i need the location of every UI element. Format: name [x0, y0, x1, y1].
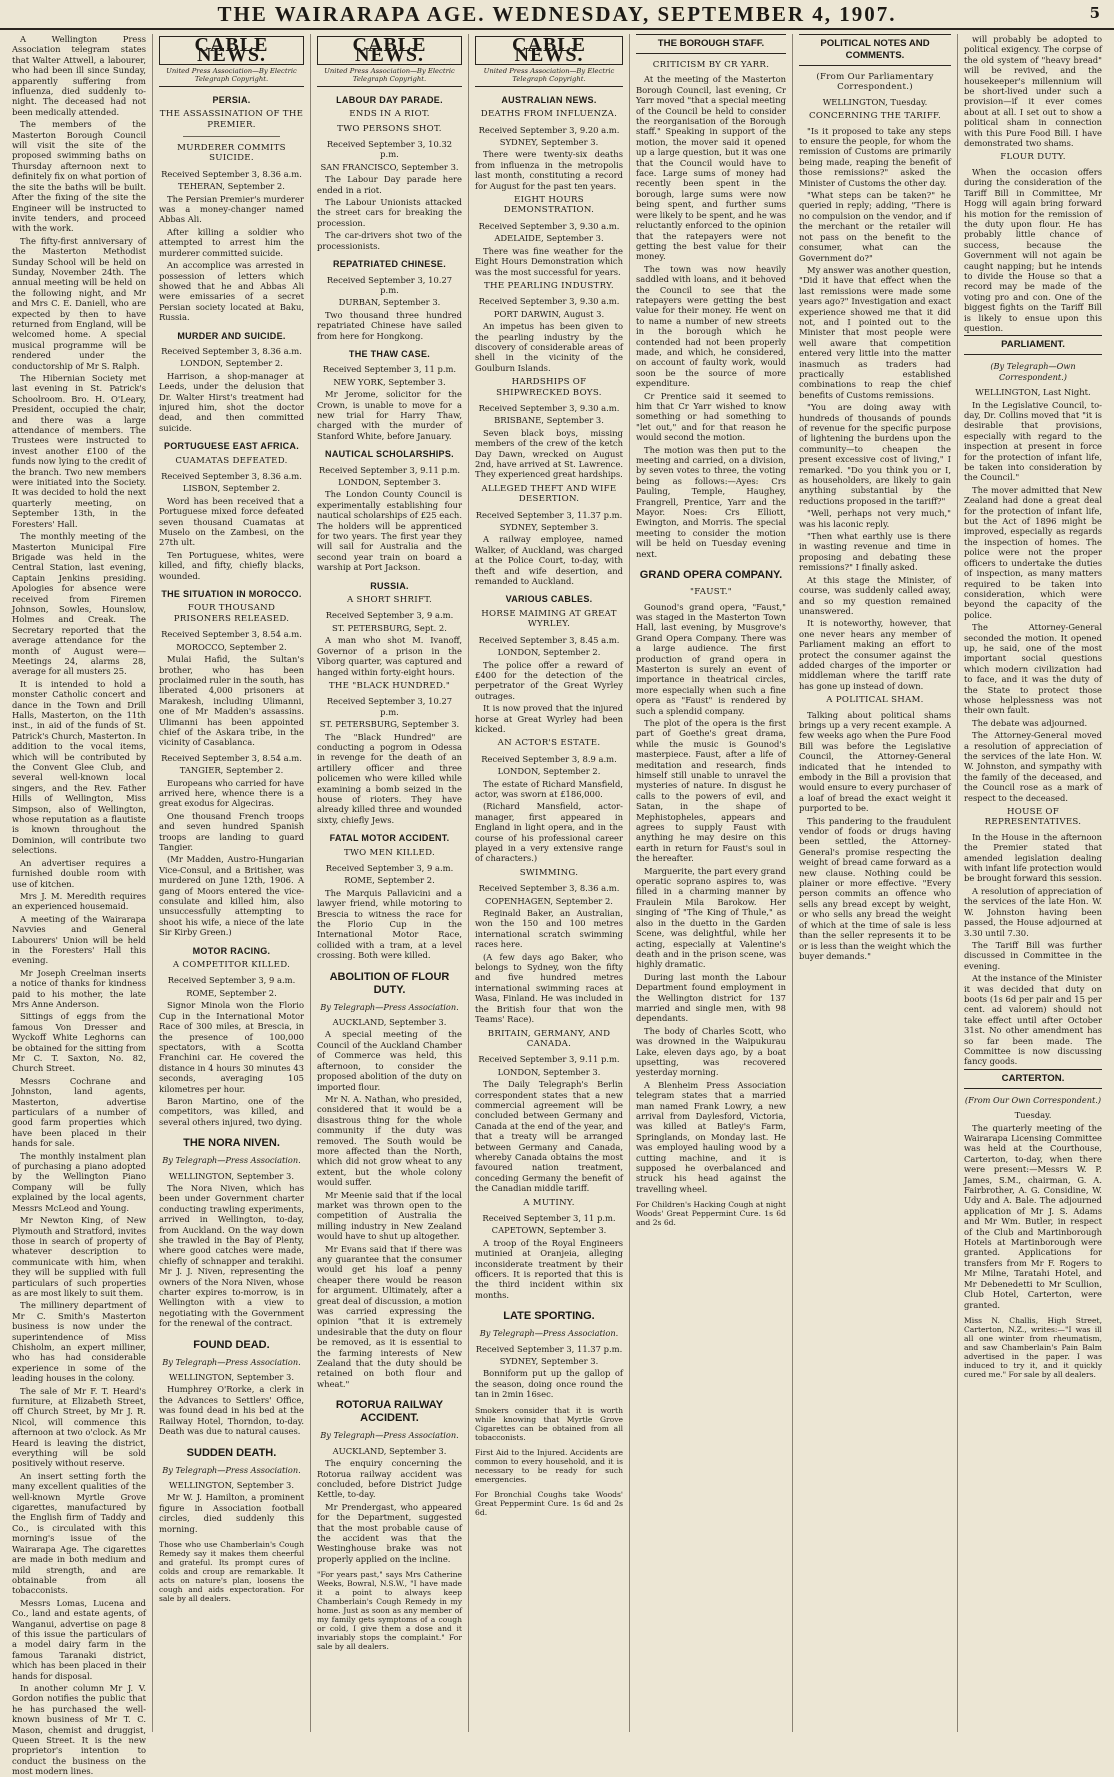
article-para: During last month the Labour Department found employment in the Wellington district for 137 married and single men, with 98 dependants.: [636, 971, 786, 1024]
local-para: It is intended to hold a monster Catholic concert and dance in the Town and Drill Halls, Masterton, on the 11th inst., in aid of the funds of St. Patrick's Church, Masterton. In addition to the vocal items, which will be contributed by the Convent Glee Club, and several well-known local singers, and the Rev. Father Hills of Wellington, Miss Simpson, also of Wellington, whose reputation as a flautiste is known throughout the Dominion, will contribute two selections.: [12, 678, 146, 856]
masthead-title: THE WAIRARAPA AGE. WEDNESDAY, SEPTEMBER 4, 1907.: [217, 1, 897, 26]
received-line: Received September 3, 11 p.m.: [322, 364, 457, 375]
article-para: The Daily Telegraph's Berlin correspondent states that a new commercial agreement will be concluded between Germany and Canada at the end of the year, and that a treaty will be arranged between Germany and Canada, whereby Canada obtains the most favoured nation treatment, conceding Germany the benefit of the Canadian middle tariff.: [475, 1079, 623, 1194]
article-para: A railway employee, named Walker, of Auckland, was charged at the Police Court, to-day, with theft and wife desertion, and remanded to Auckland.: [475, 534, 623, 587]
sub-heading: "FAUST.": [689, 587, 733, 598]
received-line: Received September 3, 9 a.m.: [325, 863, 454, 873]
article-para: Mulai Hafid, the Sultan's brother, who has been proclaimed ruler in the south, has liberated 4,000 prisoners at Marakesh, including Ulimanni, one of Mr Madden's assassins. Ulimanni has been appointed chief of the Askara tribe, in the vicinity of Casablanca.: [159, 654, 304, 748]
local-para: Messrs Lomas, Lucena and Co., land and estate agents, of Wanganui, advertise on page 8 of this issue the particulars of a model dairy farm in the famous Taranaki district, which has been placed in their hands for disposal.: [12, 1597, 146, 1681]
dateline: SYDNEY, September 3.: [499, 137, 599, 148]
article-para: An impetus has been given to the pearling industry by the discovery of considerable areas of shell in the vicinity of the Goulburn Islands.: [475, 321, 623, 373]
received-line: Received September 3, 10.32 p.m.: [326, 139, 453, 160]
article-para: Cr Prentice said it seemed to him that Cr Yarr wished to know something or had something to "let out," and for that reason he would second the motion.: [636, 390, 786, 443]
received-line: Received September 3, 9.30 a.m.: [478, 402, 620, 413]
received-line: Received September 3, 9.30 a.m.: [478, 220, 620, 231]
sub-heading: DEATHS FROM INFLUENZA.: [480, 109, 618, 120]
dateline: LONDON, September 2.: [497, 766, 601, 777]
section-heading: PARLIAMENT.: [964, 335, 1102, 355]
dateline: ST. PETERSBURG, Sept. 2.: [332, 622, 447, 633]
article-para: A troop of the Royal Engineers mutinied at Oranjeia, alleging inconsiderate treatment by their officers. It is reported that this is the third incident within six months.: [475, 1237, 623, 1300]
article-para: The plot of the opera is the first part of Goethe's great drama, while the music is Gounod's masterpiece. Faust, after a life of meditation and research, finds himself still unable to unravel the mysteries of nature. In disgust he calls to the powers of evil, and Satan, in the shape of Mephistopheles, appears and agrees to supply Faust with anything he may desire on this earth in return for Faust's soul in the hereafter.: [636, 717, 786, 864]
divider: [183, 136, 280, 137]
received-line: Received September 3, 9.11 p.m.: [318, 464, 461, 475]
sub-heading: ENDS IN A RIOT.: [349, 109, 430, 120]
dateline: AUCKLAND, September 3.: [332, 1017, 447, 1028]
sub-heading: FOUR THOUSAND PRISONERS RELEASED.: [173, 603, 290, 624]
dateline: LONDON, September 2.: [180, 358, 283, 369]
article-para: Ten Portuguese, whites, were killed, and fifty, chiefly blacks, wounded.: [159, 549, 304, 581]
sub-heading: A COMPETITOR KILLED.: [172, 960, 291, 971]
local-para: The fifty-first anniversary of the Masterton Methodist Sunday School will be held on Sunday, November 24th. The annual meeting will be held on the following night, and Mr and Mrs C. E. Daniell, who are expected by then to have returned from England, will be welcomed home. A special musical programme will be rendered under the conductorship of Mr S. Ralph.: [12, 235, 146, 371]
dateline: ST. PETERSBURG, September 3.: [319, 719, 460, 730]
advertisement: Miss N. Challis, High Street, Carterton, N.Z., writes:—"I was ill all one winter from rheumatism, and saw Chamberlain's Pain Balm advertised in the paper. I was induced to try it, and it quickly cured me." For sale by all dealers.: [964, 1315, 1102, 1379]
received-line: Received September 3, 8.36 a.m.: [161, 471, 302, 481]
article-para: "You are doing away with hundreds of thousands of pounds of revenue for the specific purpose of lightening the burdens upon the community—to cheapen the present excessive cost of living," I remarked. "Do you think you or I, as householders, are likely to gain anything substantial by the reductions proposed in the tariff?": [799, 402, 951, 506]
article-para: The Persian Premier's murderer was a money-changer named Abbas Ali.: [159, 193, 304, 225]
article-para: Two thousand three hundred repatriated Chinese have sailed from here for Hongkong.: [317, 309, 462, 341]
advertisement: For Children's Hacking Cough at night Woods' Great Peppermint Cure. 1s 6d and 2s 6d.: [636, 1200, 786, 1228]
sub-heading: AN ACTOR'S ESTATE.: [497, 738, 601, 749]
dateline: LONDON, September 2.: [497, 647, 601, 658]
byline: By Telegraph—Press Association.: [162, 1356, 301, 1367]
article-para: (Richard Mansfield, actor-manager, first appeared in England in light opera, and in the course of his professional career played in a very extensive range of characters.): [475, 801, 623, 864]
received-line: Received September 3, 11.37 p.m.: [475, 1343, 623, 1354]
byline: (By Telegraph—Own Correspondent.): [990, 361, 1076, 382]
sub-heading: TWO PERSONS SHOT.: [337, 123, 442, 134]
article-para: The London County Council is experimentally establishing four nautical scholarships of £25 each. The holders will be apprenticed for two years. The first year they will sail for Australia and the second year train on board a warship at Port Jackson.: [317, 489, 462, 573]
section-heading: FOUND DEAD.: [193, 1338, 270, 1351]
article-para: Humphrey O'Rorke, a clerk in the Advances to Settlers' Office, was found dead in his bed at the Railway Hotel, Thorndon, to-day. Death was due to natural causes.: [159, 1384, 304, 1437]
article-para: "What steps can be taken?" he queried in reply; adding, "There is no compulsion on the vendor, and if the merchant or the retailer will not pass on the benefit to the consumer, what can the Government do?": [799, 190, 951, 263]
local-para: The members of the Masterton Borough Council will visit the site of the proposed swimming baths on Thursday afternoon next to definitely fix on what portion of the site the baths will be built. After the fixing of the site the Engineer will be instructed to invite tenders, and proceed with the work.: [12, 119, 146, 234]
section-heading: THE NORA NIVEN.: [183, 1137, 280, 1150]
advertisement: Smokers consider that it is worth while knowing that Myrtle Grove Cigarettes can be obtained from all tobacconists.: [475, 1405, 623, 1442]
received-line: Received September 3, 11.37 p.m.: [475, 509, 623, 520]
article-para: One thousand French troops and seven hundred Spanish troops are landing to guard Tangier.: [159, 810, 304, 852]
dateline: WELLINGTON, September 3.: [168, 1170, 295, 1181]
section-heading: THE BOROUGH STAFF.: [636, 34, 786, 54]
article-para: (A few days ago Baker, who belongs to Sydney, won the fifty and five hundred metres international swimming races at Wasa, Finland. He was included in the British four that won the Teams' Race).: [475, 951, 623, 1025]
dateline: LONDON, September 3.: [497, 1066, 601, 1077]
section-heading: NAUTICAL SCHOLARSHIPS.: [325, 449, 454, 460]
local-para: The Hibernian Society met last evening in St. Patrick's Schoolroom. Bro. H. O'Leary, President, occupied the chair, and there was a large attendance of members. The Trustees were instructed to invest another £100 of the funds now lying to the credit of the branch. Two new members were initiated into the Society. It was decided to hold the next quarterly meeting, on September 13th, in the Foresters' Hall.: [12, 373, 146, 529]
article-para: A special meeting of the Council of the Auckland Chamber of Commerce was held, this afternoon, to consider the proposed abolition of the duty on imported flour.: [317, 1029, 462, 1092]
local-para: Sittings of eggs from the famous Von Dresser and Wyckoff White Leghorns can be obtained for the sitting from Mr C. T. Saxton, No. 82, Church Street.: [12, 1011, 146, 1074]
article-para: It is noteworthy, however, that one never hears any member of Parliament making an effort to protect the consumer against the added charges of the importer or middleman where the tariff rate has gone up instead of down.: [799, 618, 951, 691]
local-para: The sale of Mr F. T. Heard's furniture, at Elizabeth Street, off Church Street, by Mr J. R. Nicol, will commence this afternoon at two o'clock. As Mr Heard is leaving the district, everything will be sold positively without reserve.: [12, 1385, 146, 1469]
sub-heading: HARDSHIPS OF SHIPWRECKED BOYS.: [496, 377, 602, 398]
dateline: TEHERAN, September 2.: [178, 181, 285, 192]
local-para: A meeting of the Wairarapa Navvies and General Labourers' Union will be held in the Foresters' Hall this evening.: [12, 913, 146, 966]
section-heading: SUDDEN DEATH.: [186, 1446, 277, 1459]
dateline: AUCKLAND, September 3.: [332, 1445, 447, 1456]
article-para: The Labour Unionists attacked the street cars for breaking the procession.: [317, 197, 462, 228]
dateline: WELLINGTON, September 3.: [168, 1479, 295, 1490]
received-line: Received September 3, 11 p.m.: [482, 1213, 616, 1223]
columns: [6, 34, 1108, 1777]
article-para: There was fine weather for the Eight Hours Demonstration which was the most successful for years.: [475, 245, 623, 277]
article-para: Mr Jerome, solicitor for the Crown, is unable to move for a new trial for Harry Thaw, charged with the murder of Stanford White, before January.: [317, 389, 462, 441]
article-para: Harrison, a shop-manager at Leeds, under the delusion that Dr. Walter Hirst's treatment had injured him, shot the doctor dead, and then committed suicide.: [159, 370, 304, 433]
received-line: Received September 3, 10.27 p.m.: [326, 274, 453, 295]
received-line: Received September 3, 9.11 p.m.: [478, 1054, 620, 1065]
sub-heading: (From Our Parliamentary Correspondent.): [816, 72, 934, 93]
byline: By Telegraph—Press Association.: [479, 1328, 619, 1339]
article-para: The police offer a reward of £400 for the detection of the perpetrator of the Great Wyrley outrages.: [475, 659, 623, 701]
received-line: Received September 3, 9 a.m.: [325, 610, 454, 621]
section-heading: ROTORUA RAILWAY ACCIDENT.: [335, 1399, 444, 1425]
sub-heading: HORSE MAIMING AT GREAT WYRLEY.: [481, 608, 617, 630]
article-para: Mr Prendergast, who appeared for the Department, suggested that the most probable cause of the accident was that the Westinghouse brake was not properly applied on the incline.: [317, 1501, 462, 1564]
local-para: An insert setting forth the many excellent qualities of the well-known Myrtle Grove cigarettes, manufactured by the English firm of Taddy and Co., is circulated with this morning's issue of the Wairarapa Age. The cigarettes are made in both medium and mild strength, and are obtainable from all tobacconists.: [12, 1470, 146, 1596]
article-para: "Well, perhaps not very much," was his laconic reply.: [799, 508, 951, 529]
advertisement: "For years past," says Mrs Catherine Weeks, Bowral, N.S.W., "I have made it a point to always keep Chamberlain's Cough Remedy in my home. Just as soon as any member of my family gets symptoms of a cough or cold, I give them a dose and it invariably stops the complaint." For sale by all dealers.: [317, 1570, 462, 1652]
dateline: ROME, September 2.: [186, 987, 277, 998]
article-para: Reginald Baker, an Australian, won the 150 and 100 metres international scratch swimming races here.: [475, 908, 623, 950]
article-para: The enquiry concerning the Rotorua railway accident was concluded, before District Judge Kettle, to-day.: [317, 1458, 462, 1500]
sub-heading: MURDERER COMMITS SUICIDE.: [177, 143, 286, 164]
section-heading: GRAND OPERA COMPANY.: [639, 569, 783, 582]
received-line: Received September 3, 9.30 a.m.: [478, 296, 620, 307]
article-para: The Attorney-General seconded the motion. It opened up, he said, one of the most important social questions which modern civilization had to face, and it was the duty of the State to protect those whose helplessness was not their own fault.: [964, 622, 1102, 716]
section-heading: THE SITUATION IN MOROCCO.: [161, 589, 302, 600]
dateline: DURBAN, September 3.: [338, 297, 441, 308]
article-para: When the occasion offers during the consideration of the Tariff Bill in Committee, Mr Hogg will again bring forward his motion for the remission of the duty upon flour. He has probably little chance of success, because the Government will not again be caught napping; but he intends to divide the House so that a record may be made of the voting pro and con. One of the biggest fights on the Tariff Bill is likely to ensue upon this question.: [964, 166, 1102, 333]
local-para: The monthly meeting of the Masterton Municipal Fire Brigade was held in the Central Station, last evening, Captain Jenkins presiding. Apologies for absence were received from Firemen Johnson, Sowles, Hounslow, Holmes and Creak. The Secretary reported that the average attendance for the month of August were—Meetings 24, alarms 28, average for all musters 25.: [12, 531, 146, 677]
section-heading: VARIOUS CABLES.: [505, 594, 593, 605]
article-para: The body of Charles Scott, who was drowned in the Waipukurau Lake, eleven days ago, by a boat upsetting, was recovered yesterday morning.: [636, 1025, 786, 1078]
article-para: It is now proved that the injured horse at Great Wyrley had been kicked.: [475, 703, 623, 734]
article-para: A resolution of appreciation of the services of the late Hon. W. W. Johnston having been passed, the House adjourned at 3.30 until 7.30.: [964, 885, 1102, 938]
section-heading: AUSTRALIAN NEWS.: [501, 94, 597, 105]
column-borough-staff: [630, 34, 793, 1732]
cable-news-heading: CABLE NEWS.: [159, 36, 304, 65]
article-para: The town was now heavily saddled with loans, and it behoved the Council to see that the ratepayers were getting the best value for their money. He went on to name a number of new streets in the borough which he contended had not been properly made, and which, he considered, on account of faulty work, would soon be the source of more expenditure.: [636, 263, 786, 389]
received-line: Received September 3, 8.9 a.m.: [481, 753, 617, 764]
dateline: COPENHAGEN, September 2.: [485, 895, 613, 906]
section-heading: PORTUGUESE EAST AFRICA.: [163, 441, 300, 452]
section-heading: REPATRIATED CHINESE.: [332, 259, 446, 270]
received-line: Received September 3, 10.27 p.m.: [326, 696, 453, 717]
sub-heading: SWIMMING.: [519, 867, 579, 878]
sub-heading: A SHORT SHRIFT.: [346, 595, 433, 606]
byline: (From Our Own Correspondent.): [964, 1094, 1102, 1105]
article-para: Mr Meenie said that if the local market was thrown open to the competition of Australia the milling industry in New Zealand would have to shut up altogether.: [317, 1189, 462, 1242]
section-heading: FATAL MOTOR ACCIDENT.: [329, 833, 450, 844]
article-para: Word has been received that a Portuguese mixed force defeated seven thousand Cuamatas at Muselo on the Zambesi, on the 27th ult.: [159, 495, 304, 548]
section-heading: MURDER AND SUICIDE.: [177, 330, 286, 341]
received-line: Received September 3, 8.36 a.m.: [161, 168, 302, 179]
dateline: MOROCCO, September 2.: [176, 641, 287, 652]
cable-news-heading: CABLE NEWS.: [475, 36, 623, 65]
article-para: will probably be adopted to political exigency. The corpse of the old system of "heavy bread" will be revived, and the housekeeper's millennium will be short-lived under such a provision—if it ever comes about at all. I set out to show a political sham in connection with this Pure Food Bill. I have demonstrated two shams.: [964, 34, 1102, 149]
received-line: Received September 3, 9.20 a.m.: [478, 124, 620, 135]
sub-heading: FLOUR DUTY.: [1000, 152, 1066, 163]
section-heading: RUSSIA.: [370, 580, 409, 591]
section-heading: CARTERTON.: [964, 1069, 1102, 1089]
local-para: In another column Mr J. V. Gordon notifies the public that he has purchased the well-known business of Mr T. C. Mason, chemist and druggist, Queen Street. It is the new proprietor's intention to conduct the business on the most modern lines.: [12, 1682, 146, 1777]
dateline: CAPETOWN, September 3.: [491, 1225, 607, 1236]
article-para: The Labour Day parade here ended in a riot.: [317, 174, 462, 195]
cable-news-heading: CABLE NEWS.: [317, 36, 462, 65]
sub-heading: BRITAIN, GERMANY, AND CANADA.: [487, 1028, 611, 1049]
article-para: "Is it proposed to take any steps to ensure the people, for whom the remission of Customs are primarily being made, reaping the benefit of those remissions?" asked the Minister of Customs the other day.: [799, 125, 951, 188]
sub-heading: EIGHT HOURS DEMONSTRATION.: [503, 195, 595, 216]
article-para: The Attorney-General moved a resolution of appreciation of the services of the late Hon. W. W. Johnston, and sympathy with the family of the deceased, and the Council rose as a mark of respect to the deceased.: [964, 730, 1102, 803]
received-line: Received September 3, 9 a.m.: [167, 975, 296, 986]
dateline: SYDNEY, September 3.: [499, 522, 599, 533]
local-para: An advertiser requires a furnished double room with use of kitchen.: [12, 857, 146, 889]
column-local-news: [6, 34, 153, 1777]
article-para: Bonniform put up the gallop of the season, doing once round the tan in 2min 16sec.: [475, 1368, 623, 1400]
dateline: SYDNEY, September 3.: [499, 1356, 599, 1367]
article-para: An accomplice was arrested in possession of letters which showed that he and Abbas Ali were emissaries of a secret Persian society located at Baku, Russia.: [159, 260, 304, 323]
received-line: Received September 3, 8.36 a.m.: [478, 883, 620, 894]
section-heading: ABOLITION OF FLOUR DUTY.: [329, 970, 450, 996]
article-para: The car-drivers shot two of the processionists.: [317, 230, 462, 251]
advertisement: Those who use Chamberlain's Cough Remedy say it makes them cheerful and grateful. Its prompt cures of colds and croup are remarkable. It acts on nature's plan, loosens the cough and aids expectoration. For sale by all dealers.: [159, 1539, 304, 1603]
advertisement: First Aid to the Injured. Accidents are common to every household, and it is necessary to be ready for such emergencies.: [475, 1447, 623, 1484]
article-para: The Marquis Pallavicini and a lawyer friend, while motoring to Brescia to witness the race for the Florio Cup in the International Motor Race, collided with a tram, at a level crossing. Both were killed.: [317, 887, 462, 961]
sub-heading: CRITICISM BY CR YARR.: [652, 60, 770, 70]
local-para: The millinery department of Mr C. Smith's Masterton business is now under the superintendence of Miss Chisholm, an expert milliner, who has had considerable experience in some of the leading houses in the colony.: [12, 1300, 146, 1384]
section-heading: PERSIA.: [212, 94, 251, 105]
article-para: The Tariff Bill was further discussed in Committee in the evening.: [964, 939, 1102, 971]
article-para: Mr W. J. Hamilton, a prominent figure in Association football circles, died suddenly this morning.: [159, 1492, 304, 1534]
sub-heading: THE PEARLING INDUSTRY.: [484, 280, 614, 291]
article-para: There were twenty-six deaths from influenza in the metropolis last month, constituting a record for August for the past ten years.: [475, 149, 623, 191]
dateline: TANGIER, September 2.: [179, 765, 284, 776]
column-cable-news-1: [153, 34, 311, 1732]
sub-heading: THE "BLACK HUNDRED.": [328, 680, 451, 691]
dateline: ROME, September 2.: [344, 875, 435, 886]
dateline: WELLINGTON, Last Night.: [975, 387, 1091, 398]
dateline: WELLINGTON, September 3.: [168, 1372, 295, 1383]
local-para: Mrs J. M. Meredith requires an experienced housemaid.: [12, 890, 146, 912]
dateline: BRISBANE, September 3.: [494, 415, 604, 426]
dateline: SAN FRANCISCO, September 3.: [320, 161, 459, 172]
dateline: ADELAIDE, September 3.: [494, 233, 604, 244]
article-para: At the meeting of the Masterton Borough Council, last evening, Cr Yarr moved "that a special meeting of the Council be held to consider the reorganisation of the Borough staff." Speaking in support of the motion, the mover said it opened up a large question, but it was one that the Council would have to face. Large sums of money had recently been spent in the borough, large sums were now being spent, and further sums were likely to be spent, and he was reluctantly enforced to the opinion that the ratepayers were not getting the best value for their money.: [636, 74, 786, 262]
article-para: Signor Minola won the Florio Cup in the International Motor Race of 300 miles, at Brescia, in the presence of 100,000 spectators, with a Scotta Franchini car. He covered the distance in 4 hours 30 minutes 43 seconds, averaging 105 kilometres per hour.: [159, 1000, 304, 1094]
local-para: The monthly instalment plan of purchasing a piano adopted by the Wellington Piano Company will be fully explained by the local agents, Messrs McLeod and Young.: [12, 1150, 146, 1213]
cable-news-subtitle: United Press Association—By Electric Telegraph Copyright.: [317, 67, 462, 87]
sub-heading: CONCERNING THE TARIFF.: [809, 111, 941, 122]
article-para: At this stage the Minister, of course, was suddenly called away, and so my question remained unanswered.: [799, 574, 951, 616]
received-line: Received September 3, 8.45 a.m.: [478, 634, 620, 645]
local-para: Mr Newton King, of New Plymouth and Stratford, invites those in search of property of whatever description to communicate with him, when they will be supplied with full particulars of such properties as are most likely to suit them.: [12, 1215, 146, 1298]
dateline: LONDON, September 3.: [338, 477, 441, 487]
article-para: After killing a soldier who attempted to arrest him the murderer committed suicide.: [159, 226, 304, 258]
received-line: Received September 3, 8.54 a.m.: [161, 629, 302, 640]
sub-heading: TWO MEN KILLED.: [344, 847, 435, 858]
cable-news-subtitle: United Press Association—By Electric Telegraph Copyright.: [475, 67, 623, 87]
column-political-notes: [793, 34, 958, 1732]
sub-heading: A POLITICAL SHAM.: [826, 695, 924, 706]
section-heading: LABOUR DAY PARADE.: [336, 94, 443, 105]
article-para: Baron Martino, one of the competitors, was killed, and several others injured, two dying.: [159, 1095, 304, 1127]
masthead: [0, 0, 1114, 30]
article-para: Marguerite, the part every grand operatic soprano aspires to, was filled in a charming manner by Fraulein Mila Barokow. Her singing of "The King of Thule," as also in the duetto in the Garden Scene, was delightful, while her acting, especially at Valentine's death and in the prison scene, was highly dramatic.: [636, 865, 786, 970]
dateline: LISBON, September 2.: [182, 483, 281, 494]
local-para: Messrs Cochrane and Johnston, land agents, Masterton, advertise particulars of a number of good farm properties which have been placed in their hands for sale.: [12, 1075, 146, 1149]
received-line: Received September 3, 8.54 a.m.: [161, 752, 302, 763]
dateline: NEW YORK, September 3.: [333, 376, 446, 387]
local-para: A Wellington Press Association telegram states that Walter Attwell, a labourer, who had been ill since Sunday, apparently suffering from influenza, died suddenly to-night. The deceased had not been medically attended.: [12, 34, 146, 117]
dateline: Tuesday.: [1014, 1110, 1052, 1121]
section-heading: POLITICAL NOTES AND COMMENTS.: [799, 34, 951, 66]
section-heading: THE THAW CASE.: [348, 348, 431, 359]
section-heading: LATE SPORTING.: [503, 1310, 595, 1323]
column-parliament: [958, 34, 1108, 1732]
article-para: The mover admitted that New Zealand had done a great deal for the protection of infant life, but the Act of 1896 might be improved, especially as regards the inspection of homes. The police were not the proper officers to undertake the duties of inspection, as many matters required to be taken into consideration, which were beyond the capacity of the police.: [964, 484, 1102, 620]
article-para: My answer was another question, "Did it have that effect when the last remissions were made some years ago?" Investigation and exact experience showed me that it did not, and I pointed out to the Minister that most people were well aware that competition entered very little into the matter inasmuch as traders had practically established combinations to reap the chief benefits of Customs remissions.: [799, 264, 951, 400]
byline: By Telegraph—Press Association.: [162, 1464, 301, 1475]
article-para: This pandering to the fraudulent vendor of foods or drugs having been settled, the Attorney-General's promise respecting the weight of bread came forward as a new clause. Nothing could be plainer or more effective. "Every person commits an offence who sells any bread except by weight, or who sells any bread the weight of which at the time of sale is less than the seller represents it to be or is less than the weight which the buyer demands.": [799, 815, 951, 961]
sub-heading: CUAMATAS DEFEATED.: [175, 455, 288, 466]
article-para: The Nora Niven, which has been under Government charter conducting trawling experiments, arrived in Wellington, to-day, from Auckland. On the way down she trawled in the Bay of Plenty, where good catches were made, chiefly of schnapper and terakihi. Mr J. J. Niven, representing the owners of the Nora Niven, whose charter expires to-morrow, is in Wellington with a view to negotiating with the Government for the renewal of the contract.: [159, 1182, 304, 1329]
article-para: Talking about political shams brings up a very recent example. A few weeks ago when the Pure Food Bill was before the Legislative Council, the Attorney-General indicated that he intended to embody in the Bill a provision that would ensure to every purchaser of a loaf of bread the exact weight it purported to be.: [799, 709, 951, 814]
article-para: The motion was then put to the meeting and carried, on a division, by seven votes to three, the voting being as follows:—Ayes: Crs Pauling, Temple, Haughey, Frangrell, Prentice, Yarr and the Mayor. Noes: Crs Elliott, Ewington, and Morris. The special meeting to consider the motion will be held on Tuesday evening next.: [636, 444, 786, 559]
article-para: The estate of Richard Mansfield, actor, was sworn at £186,000.: [475, 778, 623, 799]
column-cable-news-2: [311, 34, 469, 1732]
sub-heading: THE ASSASSINATION OF THE PREMIER.: [159, 109, 304, 130]
article-para: Gounod's grand opera, "Faust," was staged in the Masterton Town Hall, last evening, by Musgrove's Grand Opera Company. There was a large audience. The first production of grand opera in Masterton is surely an event of importance in theatrical circles, more especially when such a fine opera as "Faust" is rendered by such a splendid company.: [636, 601, 786, 716]
sub-heading: ALLEGED THEFT AND WIFE DESERTION.: [481, 483, 617, 505]
article-para: Mr N. A. Nathan, who presided, considered that it would be a disastrous thing for the whole community if the duty was removed. The South would be more affected than the North, which did not grow wheat to any extent, but the whole colony would suffer.: [317, 1093, 462, 1188]
article-para: Europeans who carried for have arrived here, whence there is a great exodus for Algeciras.: [159, 777, 304, 809]
sub-heading: A MUTINY.: [523, 1197, 575, 1208]
article-para: In the House in the afternoon the Premier stated that amended legislation dealing with infant life protection would be brought forward this session.: [964, 831, 1102, 884]
dateline: WELLINGTON, Tuesday.: [822, 96, 928, 107]
article-para: A man who shot M. Ivanoff, Governor of a prison in the Viborg quarter, was captured and hanged within forty-eight hours.: [317, 635, 462, 677]
sub-heading: HOUSE OF REPRESENTATIVES.: [984, 807, 1082, 828]
article-para: The debate was adjourned.: [972, 717, 1088, 728]
article-para: "Then what earthly use is there in wasting revenue and time in proposing and debating these remissions?" I finally asked.: [799, 531, 951, 573]
article-para: A Blenheim Press Association telegram states that a married man named Frank Lowry, a new arrival from Daylesford, Victoria, was killed at Batley's Farm, Springlands, on Monday last. He was employed hauling wood by a cutting machine, and it is supposed he overbalanced and struck his head against the travelling wheel.: [636, 1079, 786, 1194]
cable-news-subtitle: United Press Association—By Electric Telegraph Copyright.: [159, 67, 304, 87]
byline: By Telegraph—Press Association.: [162, 1155, 301, 1166]
article-para: (Mr Madden, Austro-Hungarian Vice-Consul, and a Britisher, was murdered on June 12th, 1906. A gang of Moors entered the vice-consulate and killed him, also unsuccessfully attempting to shoot his wife, a niece of the late Sir Kirby Green.): [159, 854, 304, 938]
byline: By Telegraph—Press Association.: [320, 1001, 459, 1012]
advertisement: For Bronchial Coughs take Woods' Great Peppermint Cure. 1s 6d and 2s 6d.: [475, 1489, 623, 1517]
dateline: PORT DARWIN, August 3.: [493, 308, 605, 319]
article-para: In the Legislative Council, to-day, Dr. Collins moved that "it is desirable that provisions, especially with regard to the inspection at present in force for the protection of infant life, be taken into consideration by the Council.": [964, 399, 1102, 483]
article-para: The quarterly meeting of the Wairarapa Licensing Committee was held at the Courthouse, Carterton, to-day, when there were present:—Messrs W. P. James, S.M., chairman, G. A. Fairbrother, A. G. Considine, W. Udy and A. Bale. The adjourned application of Mr J. S. Adams and Mr Wm. Butler, in respect of the Club and Martinborough Hotels at Martinborough were granted. Applications for transfers from Mr F. Rogers to Mr Milne, Taratahi Hotel, and Mr Debenedetti to Mr Scullion, Club Hotel, Carterton, were granted.: [964, 1122, 1102, 1310]
article-para: The "Black Hundred" are conducting a pogrom in Odessa in revenge for the death of an artillery officer and three policemen who were killed while examining a bomb seized in the house of rioters. They have already killed three and wounded sixty, chiefly Jews.: [317, 731, 462, 825]
local-para: Mr Joseph Creelman inserts a notice of thanks for kindness paid to his mother, the late Mrs Anne Anderson.: [12, 967, 146, 1009]
page-number: 5: [1089, 4, 1100, 22]
column-cable-news-3: [469, 34, 630, 1732]
section-heading: MOTOR RACING.: [192, 945, 271, 956]
received-line: Received September 3, 8.36 a.m.: [161, 345, 302, 356]
byline: By Telegraph—Press Association.: [320, 1430, 459, 1441]
article-para: Mr Evans said that if there was any guarantee that the consumer would get his loaf a penny cheaper there would be reason for argument. Ultimately, after a great deal of discussion, a motion was carried expressing the opinion "that it is extremely undesirable that the duty on flour be removed, as it is essential to the farming interests of New Zealand that the duty should be retained on both flour and wheat.": [317, 1243, 462, 1389]
article-para: Seven black boys, missing members of the crew of the ketch Day Dawn, wrecked on August 2nd, have arrived at St. Lawrence. They experienced great hardships.: [475, 427, 623, 480]
article-para: At the instance of the Minister it was decided that duty on boots (1s 6d per pair and 15 per cent. ad valorem) should not take effect until after October 31st. No other amendment has so far been made. The Committee is now discussing fancy goods.: [964, 973, 1102, 1067]
